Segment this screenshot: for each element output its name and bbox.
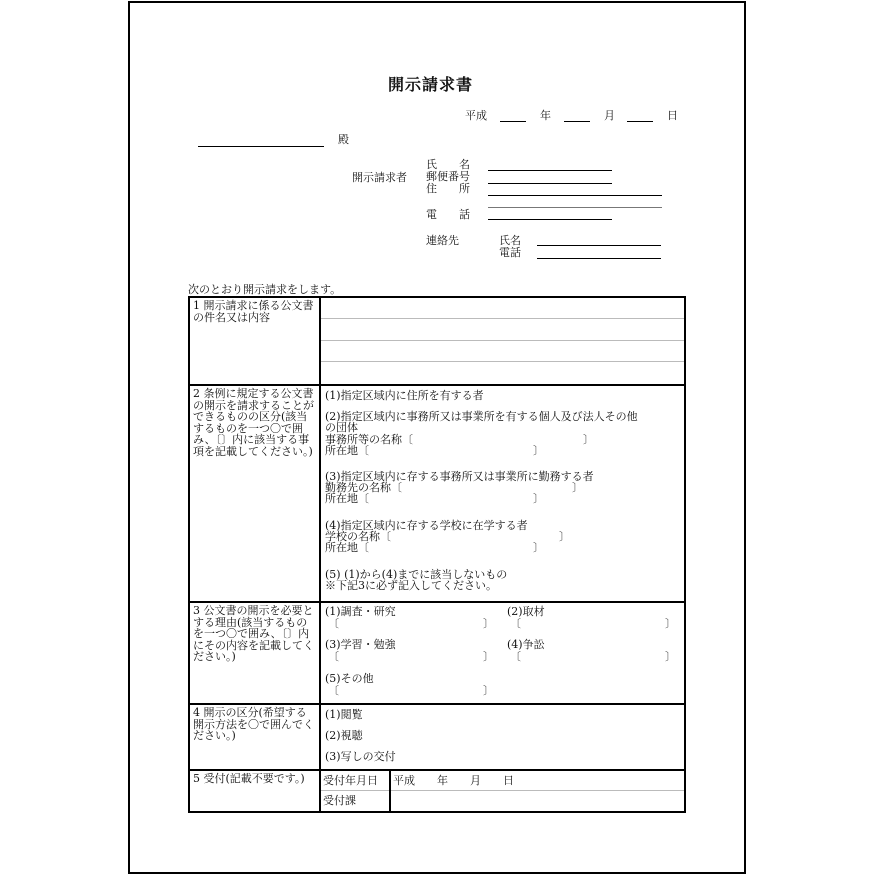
- date-year-label: 年: [540, 109, 551, 122]
- reception-date-label: 受付年月日: [323, 774, 378, 787]
- close-bracket: 〕: [533, 541, 544, 554]
- section-3-row: [188, 601, 686, 703]
- year-field[interactable]: [500, 121, 526, 122]
- contact-name-label: 氏名: [499, 234, 521, 247]
- close-bracket: 〕: [665, 650, 676, 663]
- s2-office-address-label: 所在地〔: [325, 444, 369, 457]
- address-label: 住 所: [426, 182, 470, 195]
- date-month-label: 月: [604, 109, 615, 122]
- phone-label: 電 話: [426, 208, 470, 221]
- s4-option-2[interactable]: (2)視聴: [325, 729, 363, 742]
- postal-label: 郵便番号: [426, 170, 470, 183]
- contact-name-field[interactable]: [537, 245, 661, 246]
- close-bracket: 〕: [572, 481, 583, 494]
- close-bracket: 〕: [583, 433, 594, 446]
- reception-values: [391, 771, 684, 811]
- s3-option-5[interactable]: (5)その他: [325, 672, 374, 685]
- open-bracket: 〔: [328, 650, 339, 663]
- date-day-label: 日: [667, 109, 678, 122]
- open-bracket: 〔: [328, 684, 339, 697]
- s3-option-2[interactable]: (2)取材: [507, 605, 545, 618]
- section-3-label: 3 公文書の開示を必要とする理由(該当するものを一つ〇で囲み、〔〕内にその内容を記載してください。): [190, 603, 321, 703]
- name-label: 氏 名: [426, 158, 470, 171]
- s2-option-1[interactable]: (1)指定区域内に住所を有する者: [325, 389, 484, 402]
- date-era: 平成: [465, 109, 487, 122]
- addressee-suffix: 殿: [338, 133, 349, 146]
- open-bracket: 〔: [328, 617, 339, 630]
- s3-option-3[interactable]: (3)学習・勉強: [325, 638, 396, 651]
- reception-labels: [321, 771, 391, 811]
- close-bracket: 〕: [483, 617, 494, 630]
- section-5-label: 5 受付(記載不要です。): [190, 771, 321, 811]
- close-bracket: 〕: [665, 617, 676, 630]
- contact-label: 連絡先: [426, 234, 459, 247]
- request-table: [188, 296, 686, 813]
- contact-phone-label: 電話: [499, 246, 521, 259]
- s2-workplace-name-label: 勤務先の名称〔: [325, 481, 402, 494]
- s2-school-address-label: 所在地〔: [325, 541, 369, 554]
- document-title: 開示請求書: [388, 75, 474, 94]
- contact-phone-field[interactable]: [537, 258, 661, 259]
- close-bracket: 〕: [483, 650, 494, 663]
- section-2-row: [188, 384, 686, 601]
- s2-school-name-label: 学校の名称〔: [325, 530, 391, 543]
- s3-option-4[interactable]: (4)争訟: [507, 638, 545, 651]
- addressee-field[interactable]: [198, 146, 324, 147]
- s4-option-3[interactable]: (3)写しの交付: [325, 750, 396, 763]
- requester-label: 開示請求者: [352, 171, 407, 184]
- address-field-line1[interactable]: [488, 195, 662, 196]
- reception-date-value: 平成 年 月 日: [393, 774, 514, 787]
- s2-workplace-address-label: 所在地〔: [325, 492, 369, 505]
- section-1-input[interactable]: [321, 298, 684, 384]
- address-field-line2[interactable]: [488, 207, 662, 208]
- section-2-label: 2 条例に規定する公文書の開示を請求することができるものの区分(該当するものを一つ〇で囲み、〔〕内に該当する事項を記載してください。): [190, 386, 321, 601]
- section-5-reception: [321, 771, 684, 811]
- s2-option-2[interactable]: (2)指定区域内に事務所又は事業所を有する個人及び法人その他: [325, 410, 638, 423]
- day-field[interactable]: [627, 121, 653, 122]
- ruled-line: [321, 340, 684, 341]
- ruled-line: [321, 318, 684, 319]
- section-4-options: [321, 705, 684, 769]
- section-3-options: [321, 603, 684, 703]
- section-1-row: [188, 296, 686, 384]
- s2-option-2-cont: の団体: [325, 421, 358, 434]
- name-field[interactable]: [488, 170, 612, 171]
- s2-option-3[interactable]: (3)指定区域内に存する事務所又は事業所に勤務する者: [325, 470, 594, 483]
- close-bracket: 〕: [483, 684, 494, 697]
- open-bracket: 〔: [510, 650, 521, 663]
- ruled-line: [321, 361, 684, 362]
- s4-option-1[interactable]: (1)閲覧: [325, 708, 363, 721]
- s2-option-5-note: ※下記3に必ず記入してください。: [325, 579, 497, 592]
- close-bracket: 〕: [559, 530, 570, 543]
- month-field[interactable]: [564, 121, 590, 122]
- s2-option-5[interactable]: (5) (1)から(4)までに該当しないもの: [325, 568, 508, 581]
- phone-field[interactable]: [488, 219, 612, 220]
- section-5-row: [188, 769, 686, 813]
- section-2-options: [321, 386, 684, 601]
- open-bracket: 〔: [510, 617, 521, 630]
- section-4-label: 4 開示の区分(希望する開示方法を〇で囲んでください。): [190, 705, 321, 769]
- s2-option-4[interactable]: (4)指定区域内に存する学校に在学する者: [325, 519, 528, 532]
- s3-option-1[interactable]: (1)調査・研究: [325, 605, 396, 618]
- section-4-row: [188, 703, 686, 769]
- section-1-label: 1 開示請求に係る公文書の件名又は内容: [190, 298, 321, 384]
- postal-field[interactable]: [488, 183, 612, 184]
- intro-text: 次のとおり開示請求をします。: [188, 283, 342, 296]
- s2-office-name-label: 事務所等の名称〔: [325, 433, 413, 446]
- close-bracket: 〕: [533, 492, 544, 505]
- close-bracket: 〕: [533, 444, 544, 457]
- reception-dept-label: 受付課: [323, 794, 356, 807]
